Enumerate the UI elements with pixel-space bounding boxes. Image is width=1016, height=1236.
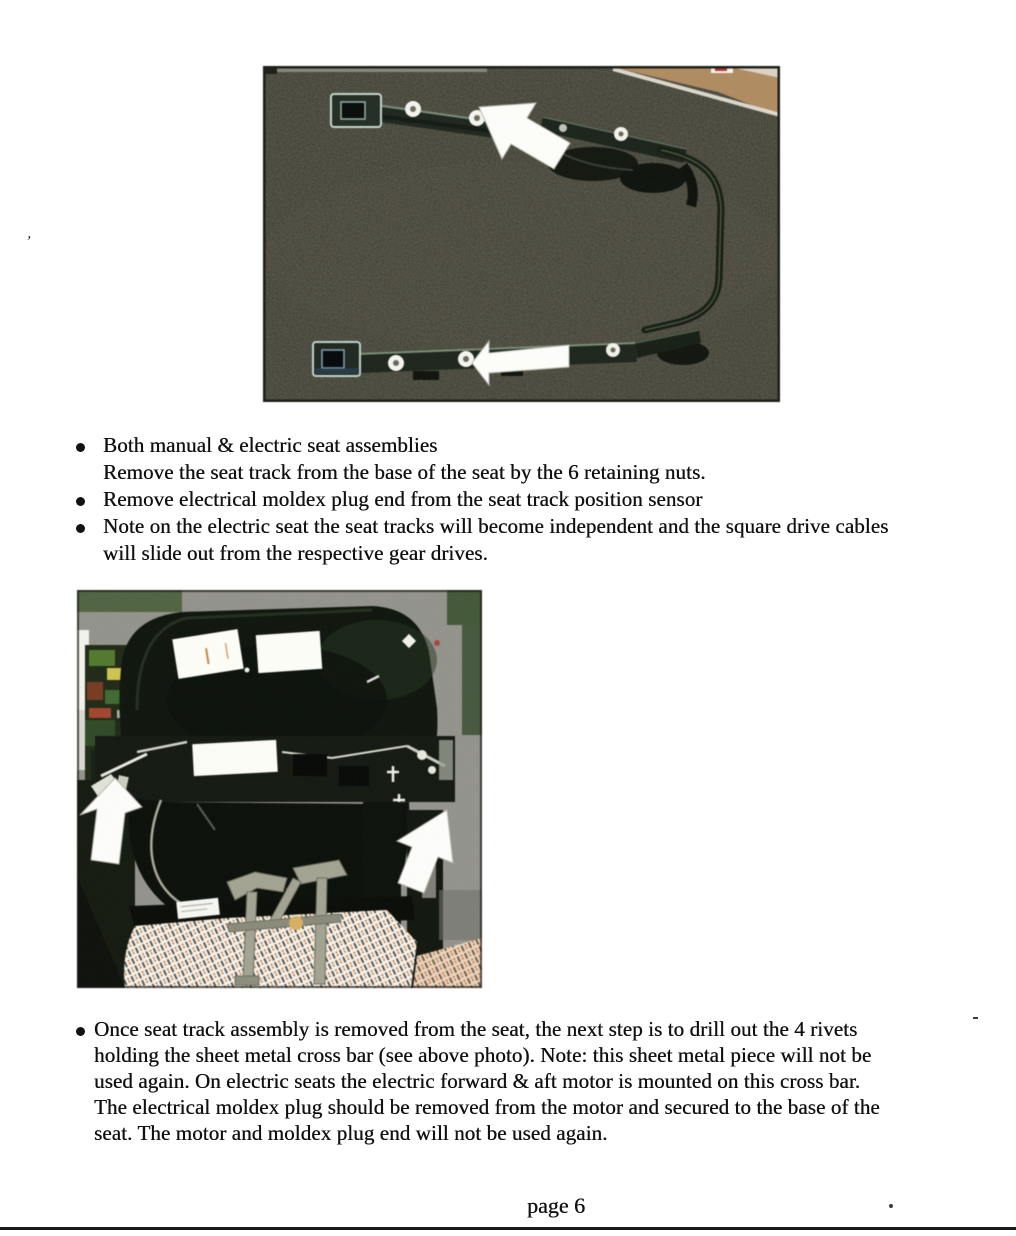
seat-track-photo-svg [263, 66, 780, 402]
paragraph-line: The electrical moldex plug should be removed from the motor and secured to the base of the [94, 1095, 880, 1119]
paragraph-line: seat. The motor and moldex plug end will not be used again. [94, 1121, 608, 1145]
list-line: Note on the electric seat the seat tracks will become independent and the square drive cables [103, 514, 889, 538]
stray-apostrophe-mark: ’ [24, 233, 33, 251]
seat-base-photo-svg [77, 590, 482, 988]
bullet-marker [76, 443, 85, 452]
bullet-marker [76, 1027, 85, 1036]
scan-grain-overlay [263, 66, 780, 402]
seat-track-photo [263, 66, 780, 402]
paragraph-line: Once seat track assembly is removed from the seat, the next step is to drill out the 4 rivets [94, 1017, 858, 1041]
paragraph-line: used again. On electric seats the electric forward & aft motor is mounted on this cross bar. [94, 1069, 861, 1093]
list-line: Remove the seat track from the base of the seat by the 6 retaining nuts. [103, 460, 706, 484]
bullet-marker [76, 497, 85, 506]
scan-grain-overlay [77, 590, 482, 988]
page-number: page 6 [527, 1193, 586, 1218]
list-line: Remove electrical moldex plug end from the seat track position sensor [103, 487, 703, 511]
list-line: will slide out from the respective gear drives. [103, 541, 488, 565]
bullet-marker [76, 524, 85, 533]
scan-speck [889, 1204, 893, 1208]
scan-speck [973, 1017, 978, 1019]
seat-base-photo [77, 590, 482, 988]
paragraph-line: holding the sheet metal cross bar (see above photo). Note: this sheet metal piece will not be [94, 1043, 872, 1067]
footer-rule [0, 1227, 1016, 1230]
list-line: Both manual & electric seat assemblies [103, 433, 438, 457]
